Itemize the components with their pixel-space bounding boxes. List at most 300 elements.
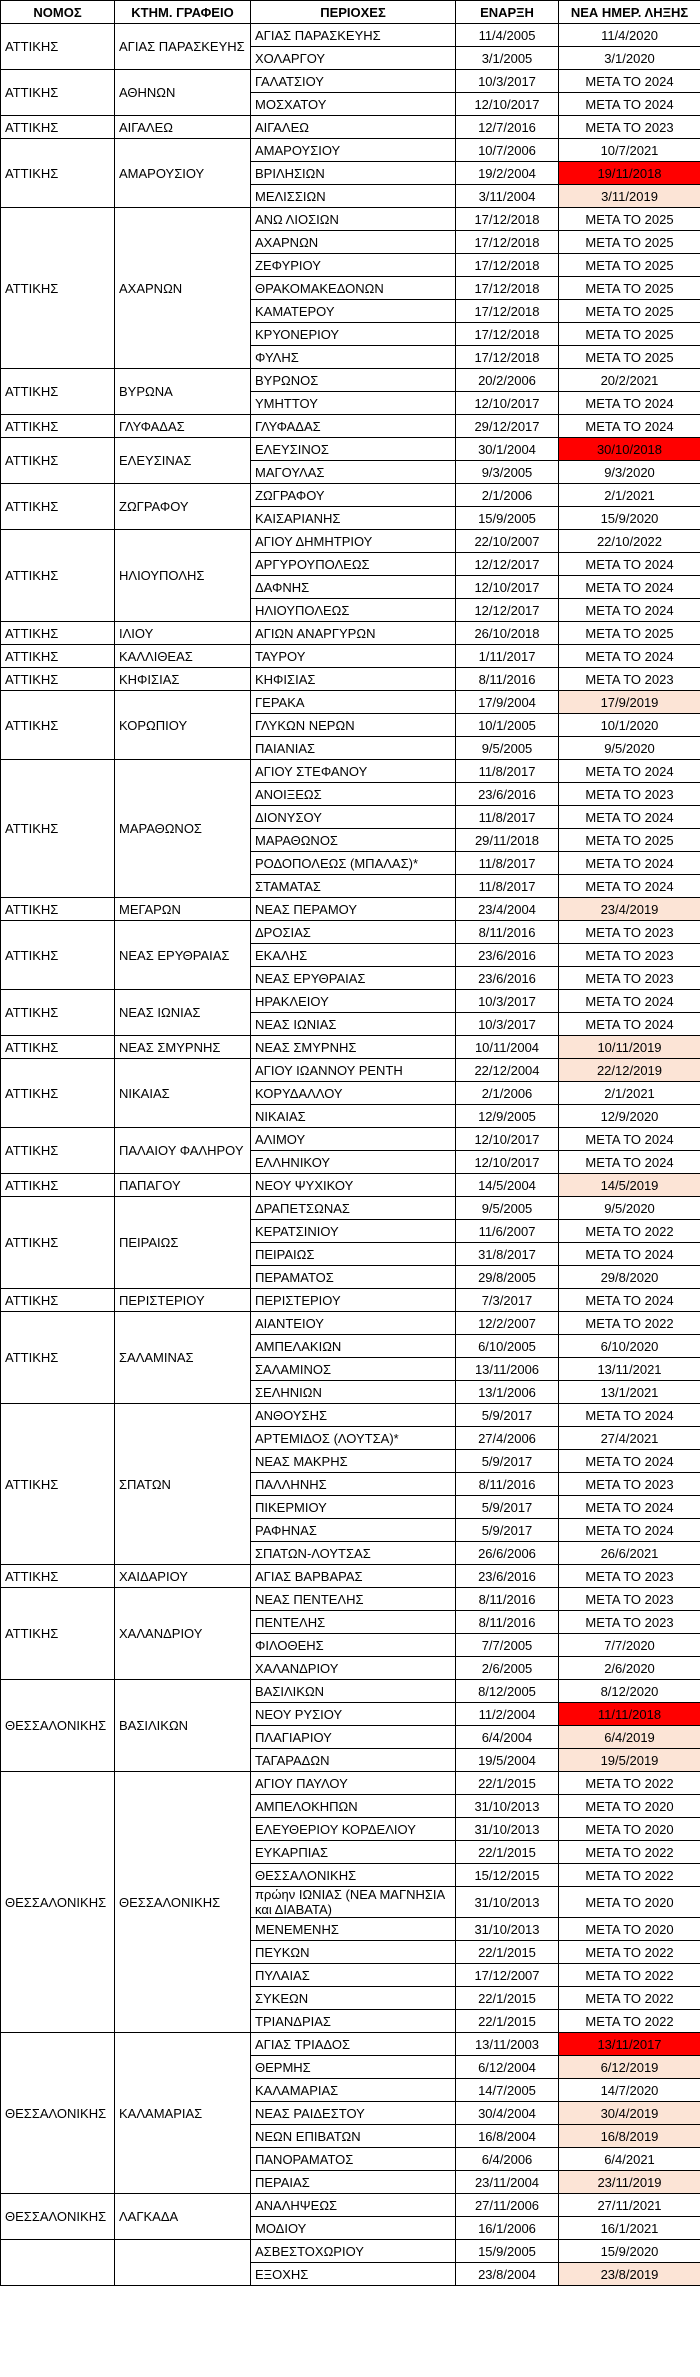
- area-cell: ΠΑΛΛΗΝΗΣ: [251, 1473, 456, 1496]
- header-start: ΕΝΑΡΞΗ: [456, 1, 559, 24]
- start-date-cell: 8/12/2005: [456, 1680, 559, 1703]
- office-cell: ΜΑΡΑΘΩΝΟΣ: [115, 760, 251, 898]
- area-cell: ΣΠΑΤΩΝ-ΛΟΥΤΣΑΣ: [251, 1542, 456, 1565]
- expiry-date-cell: 3/1/2020: [559, 47, 700, 70]
- area-cell: ΑΙΑΝΤΕΙΟΥ: [251, 1312, 456, 1335]
- table-row: [1, 438, 700, 461]
- start-date-cell: 22/1/2015: [456, 1772, 559, 1795]
- expiry-date-cell: ΜΕΤΑ ΤΟ 2023: [559, 967, 700, 990]
- area-cell: ΝΕΑΣ ΜΑΚΡΗΣ: [251, 1450, 456, 1473]
- table-row: [1, 1036, 700, 1059]
- office-cell: [115, 2240, 251, 2286]
- start-date-cell: 6/4/2004: [456, 1726, 559, 1749]
- start-date-cell: 10/3/2017: [456, 1013, 559, 1036]
- nomos-cell: ΑΤΤΙΚΗΣ: [1, 70, 115, 116]
- start-date-cell: 12/10/2017: [456, 1151, 559, 1174]
- nomos-cell: ΑΤΤΙΚΗΣ: [1, 1128, 115, 1174]
- office-cell: ΣΠΑΤΩΝ: [115, 1404, 251, 1565]
- nomos-cell: ΘΕΣΣΑΛΟΝΙΚΗΣ: [1, 1680, 115, 1772]
- office-cell: ΑΜΑΡΟΥΣΙΟΥ: [115, 139, 251, 208]
- area-cell: ΠΕΝΤΕΛΗΣ: [251, 1611, 456, 1634]
- area-cell: ΔΡΑΠΕΤΣΩΝΑΣ: [251, 1197, 456, 1220]
- area-cell: ΒΡΙΛΗΣΙΩΝ: [251, 162, 456, 185]
- office-cell: ΚΗΦΙΣΙΑΣ: [115, 668, 251, 691]
- area-cell: ΝΕΑΣ ΕΡΥΘΡΑΙΑΣ: [251, 967, 456, 990]
- area-cell: ΤΑΓΑΡΑΔΩΝ: [251, 1749, 456, 1772]
- table-row: [1, 1404, 700, 1427]
- start-date-cell: 12/12/2017: [456, 599, 559, 622]
- expiry-date-cell: ΜΕΤΑ ΤΟ 2024: [559, 1519, 700, 1542]
- nomos-cell: ΑΤΤΙΚΗΣ: [1, 645, 115, 668]
- table-row: [1, 530, 700, 553]
- start-date-cell: 5/9/2017: [456, 1519, 559, 1542]
- start-date-cell: 3/1/2005: [456, 47, 559, 70]
- expiry-date-cell: ΜΕΤΑ ΤΟ 2020: [559, 1918, 700, 1941]
- expiry-date-cell: ΜΕΤΑ ΤΟ 2025: [559, 277, 700, 300]
- start-date-cell: 15/12/2015: [456, 1864, 559, 1887]
- start-date-cell: 17/12/2018: [456, 277, 559, 300]
- start-date-cell: 14/5/2004: [456, 1174, 559, 1197]
- area-cell: ΕΞΟΧΗΣ: [251, 2263, 456, 2286]
- area-cell: ΖΕΦΥΡΙΟΥ: [251, 254, 456, 277]
- nomos-cell: ΑΤΤΙΚΗΣ: [1, 921, 115, 990]
- expiry-date-cell: ΜΕΤΑ ΤΟ 2023: [559, 783, 700, 806]
- area-cell: ΑΓΙΟΥ ΙΩΑΝΝΟΥ ΡΕΝΤΗ: [251, 1059, 456, 1082]
- expiry-date-cell: ΜΕΤΑ ΤΟ 2024: [559, 1404, 700, 1427]
- area-cell: ΘΕΣΣΑΛΟΝΙΚΗΣ: [251, 1864, 456, 1887]
- nomos-cell: ΑΤΤΙΚΗΣ: [1, 530, 115, 622]
- area-cell: ΜΑΡΑΘΩΝΟΣ: [251, 829, 456, 852]
- table-row: [1, 760, 700, 783]
- area-cell: ΗΡΑΚΛΕΙΟΥ: [251, 990, 456, 1013]
- office-cell: ΠΑΛΑΙΟΥ ΦΑΛΗΡΟΥ: [115, 1128, 251, 1174]
- expiry-date-cell: 8/12/2020: [559, 1680, 700, 1703]
- start-date-cell: 16/1/2006: [456, 2217, 559, 2240]
- start-date-cell: 11/8/2017: [456, 852, 559, 875]
- expiry-date-cell: 19/11/2018: [559, 162, 700, 185]
- start-date-cell: 12/10/2017: [456, 93, 559, 116]
- expiry-date-cell: ΜΕΤΑ ΤΟ 2025: [559, 829, 700, 852]
- office-cell: ΝΕΑΣ ΙΩΝΙΑΣ: [115, 990, 251, 1036]
- start-date-cell: 6/10/2005: [456, 1335, 559, 1358]
- header-office: ΚΤΗΜ. ΓΡΑΦΕΙΟ: [115, 1, 251, 24]
- expiry-date-cell: ΜΕΤΑ ΤΟ 2025: [559, 254, 700, 277]
- area-cell: ΝΕΑΣ ΠΕΝΤΕΛΗΣ: [251, 1588, 456, 1611]
- area-cell: ΔΡΟΣΙΑΣ: [251, 921, 456, 944]
- start-date-cell: 11/6/2007: [456, 1220, 559, 1243]
- nomos-cell: ΑΤΤΙΚΗΣ: [1, 898, 115, 921]
- nomos-cell: ΘΕΣΣΑΛΟΝΙΚΗΣ: [1, 2194, 115, 2240]
- area-cell: ΓΛΥΦΑΔΑΣ: [251, 415, 456, 438]
- office-cell: ΚΑΛΑΜΑΡΙΑΣ: [115, 2033, 251, 2194]
- start-date-cell: 12/10/2017: [456, 392, 559, 415]
- expiry-date-cell: ΜΕΤΑ ΤΟ 2022: [559, 1312, 700, 1335]
- expiry-date-cell: 16/1/2021: [559, 2217, 700, 2240]
- start-date-cell: 16/8/2004: [456, 2125, 559, 2148]
- expiry-date-cell: 29/8/2020: [559, 1266, 700, 1289]
- area-cell: ΝΕΟΥ ΡΥΣΙΟΥ: [251, 1703, 456, 1726]
- nomos-cell: ΑΤΤΙΚΗΣ: [1, 208, 115, 369]
- area-cell: ΤΡΙΑΝΔΡΙΑΣ: [251, 2010, 456, 2033]
- expiry-date-cell: 9/3/2020: [559, 461, 700, 484]
- start-date-cell: 20/2/2006: [456, 369, 559, 392]
- expiry-date-cell: ΜΕΤΑ ΤΟ 2025: [559, 346, 700, 369]
- start-date-cell: 29/12/2017: [456, 415, 559, 438]
- nomos-cell: ΑΤΤΙΚΗΣ: [1, 1588, 115, 1680]
- office-cell: ΑΘΗΝΩΝ: [115, 70, 251, 116]
- expiry-date-cell: 11/11/2018: [559, 1703, 700, 1726]
- office-cell: ΝΕΑΣ ΣΜΥΡΝΗΣ: [115, 1036, 251, 1059]
- office-cell: ΚΟΡΩΠΙΟΥ: [115, 691, 251, 760]
- start-date-cell: 11/8/2017: [456, 760, 559, 783]
- start-date-cell: 11/4/2005: [456, 24, 559, 47]
- area-cell: ΑΓΙΟΥ ΣΤΕΦΑΝΟΥ: [251, 760, 456, 783]
- expiry-date-cell: 13/11/2021: [559, 1358, 700, 1381]
- area-cell: ΣΤΑΜΑΤΑΣ: [251, 875, 456, 898]
- expiry-date-cell: ΜΕΤΑ ΤΟ 2022: [559, 1220, 700, 1243]
- start-date-cell: 7/3/2017: [456, 1289, 559, 1312]
- start-date-cell: 30/1/2004: [456, 438, 559, 461]
- start-date-cell: 10/3/2017: [456, 990, 559, 1013]
- expiry-date-cell: ΜΕΤΑ ΤΟ 2020: [559, 1818, 700, 1841]
- nomos-cell: ΑΤΤΙΚΗΣ: [1, 139, 115, 208]
- start-date-cell: 12/2/2007: [456, 1312, 559, 1335]
- start-date-cell: 8/11/2016: [456, 1588, 559, 1611]
- expiry-date-cell: ΜΕΤΑ ΤΟ 2024: [559, 553, 700, 576]
- expiry-date-cell: 23/11/2019: [559, 2171, 700, 2194]
- start-date-cell: 23/4/2004: [456, 898, 559, 921]
- expiry-date-cell: 10/11/2019: [559, 1036, 700, 1059]
- nomos-cell: ΑΤΤΙΚΗΣ: [1, 1312, 115, 1404]
- nomos-cell: ΑΤΤΙΚΗΣ: [1, 760, 115, 898]
- table-row: [1, 2240, 700, 2263]
- area-cell: ΚΕΡΑΤΣΙΝΙΟΥ: [251, 1220, 456, 1243]
- start-date-cell: 22/1/2015: [456, 1941, 559, 1964]
- expiry-date-cell: 27/11/2021: [559, 2194, 700, 2217]
- area-cell: ΘΕΡΜΗΣ: [251, 2056, 456, 2079]
- area-cell: ΝΕΑΣ ΙΩΝΙΑΣ: [251, 1013, 456, 1036]
- table-row: [1, 898, 700, 921]
- start-date-cell: 17/12/2007: [456, 1964, 559, 1987]
- expiry-date-cell: 3/11/2019: [559, 185, 700, 208]
- expiry-date-cell: ΜΕΤΑ ΤΟ 2022: [559, 1941, 700, 1964]
- office-cell: ΜΕΓΑΡΩΝ: [115, 898, 251, 921]
- expiry-date-cell: ΜΕΤΑ ΤΟ 2025: [559, 323, 700, 346]
- expiry-date-cell: ΜΕΤΑ ΤΟ 2023: [559, 1588, 700, 1611]
- area-cell: ΜΕΝΕΜΕΝΗΣ: [251, 1918, 456, 1941]
- area-cell: ΕΛΕΥΣΙΝΟΣ: [251, 438, 456, 461]
- area-cell: ΣΑΛΑΜΙΝΟΣ: [251, 1358, 456, 1381]
- expiry-date-cell: ΜΕΤΑ ΤΟ 2020: [559, 1795, 700, 1818]
- area-cell: ΝΕΟΥ ΨΥΧΙΚΟΥ: [251, 1174, 456, 1197]
- office-cell: ΧΑΛΑΝΔΡΙΟΥ: [115, 1588, 251, 1680]
- area-cell: ΝΕΑΣ ΠΕΡΑΜΟΥ: [251, 898, 456, 921]
- area-cell: ΕΛΛΗΝΙΚΟΥ: [251, 1151, 456, 1174]
- area-cell: ΒΑΣΙΛΙΚΩΝ: [251, 1680, 456, 1703]
- expiry-date-cell: 16/8/2019: [559, 2125, 700, 2148]
- start-date-cell: 5/9/2017: [456, 1496, 559, 1519]
- expiry-date-cell: 2/1/2021: [559, 484, 700, 507]
- table-row: [1, 1197, 700, 1220]
- expiry-date-cell: ΜΕΤΑ ΤΟ 2024: [559, 392, 700, 415]
- table-row: [1, 369, 700, 392]
- expiry-date-cell: ΜΕΤΑ ΤΟ 2025: [559, 300, 700, 323]
- expiry-date-cell: 6/12/2019: [559, 2056, 700, 2079]
- expiry-date-cell: ΜΕΤΑ ΤΟ 2024: [559, 1496, 700, 1519]
- area-cell: ΝΙΚΑΙΑΣ: [251, 1105, 456, 1128]
- area-cell: ΑΣΒΕΣΤΟΧΩΡΙΟΥ: [251, 2240, 456, 2263]
- start-date-cell: 23/6/2016: [456, 967, 559, 990]
- start-date-cell: 23/6/2016: [456, 783, 559, 806]
- start-date-cell: 15/9/2005: [456, 2240, 559, 2263]
- start-date-cell: 17/12/2018: [456, 346, 559, 369]
- office-cell: ΚΑΛΛΙΘΕΑΣ: [115, 645, 251, 668]
- area-cell: ΚΑΛΑΜΑΡΙΑΣ: [251, 2079, 456, 2102]
- start-date-cell: 12/7/2016: [456, 116, 559, 139]
- start-date-cell: 29/8/2005: [456, 1266, 559, 1289]
- area-cell: ΚΡΥΟΝΕΡΙΟΥ: [251, 323, 456, 346]
- start-date-cell: 17/12/2018: [456, 323, 559, 346]
- expiry-date-cell: ΜΕΤΑ ΤΟ 2024: [559, 875, 700, 898]
- table-row: [1, 921, 700, 944]
- expiry-date-cell: ΜΕΤΑ ΤΟ 2023: [559, 944, 700, 967]
- expiry-date-cell: 14/7/2020: [559, 2079, 700, 2102]
- expiry-date-cell: 2/1/2021: [559, 1082, 700, 1105]
- start-date-cell: 5/9/2017: [456, 1450, 559, 1473]
- expiry-date-cell: ΜΕΤΑ ΤΟ 2024: [559, 645, 700, 668]
- expiry-date-cell: ΜΕΤΑ ΤΟ 2022: [559, 1964, 700, 1987]
- expiry-date-cell: ΜΕΤΑ ΤΟ 2023: [559, 1565, 700, 1588]
- start-date-cell: 22/1/2015: [456, 1841, 559, 1864]
- area-cell: ΑΜΑΡΟΥΣΙΟΥ: [251, 139, 456, 162]
- nomos-cell: ΑΤΤΙΚΗΣ: [1, 369, 115, 415]
- start-date-cell: 11/2/2004: [456, 1703, 559, 1726]
- nomos-cell: ΑΤΤΙΚΗΣ: [1, 415, 115, 438]
- start-date-cell: 27/11/2006: [456, 2194, 559, 2217]
- area-cell: ΜΟΣΧΑΤΟΥ: [251, 93, 456, 116]
- area-cell: ΓΕΡΑΚΑ: [251, 691, 456, 714]
- table-row: [1, 1128, 700, 1151]
- start-date-cell: 30/4/2004: [456, 2102, 559, 2125]
- start-date-cell: 27/4/2006: [456, 1427, 559, 1450]
- start-date-cell: 26/6/2006: [456, 1542, 559, 1565]
- office-cell: ΠΕΡΙΣΤΕΡΙΟΥ: [115, 1289, 251, 1312]
- expiry-date-cell: ΜΕΤΑ ΤΟ 2025: [559, 208, 700, 231]
- expiry-date-cell: ΜΕΤΑ ΤΟ 2025: [559, 231, 700, 254]
- expiry-date-cell: ΜΕΤΑ ΤΟ 2024: [559, 1289, 700, 1312]
- area-cell: ΠΛΑΓΙΑΡΙΟΥ: [251, 1726, 456, 1749]
- table-row: [1, 668, 700, 691]
- area-cell: ΕΛΕΥΘΕΡΙΟΥ ΚΟΡΔΕΛΙΟΥ: [251, 1818, 456, 1841]
- start-date-cell: 23/6/2016: [456, 944, 559, 967]
- expiry-date-cell: ΜΕΤΑ ΤΟ 2023: [559, 668, 700, 691]
- expiry-date-cell: 9/5/2020: [559, 1197, 700, 1220]
- start-date-cell: 10/3/2017: [456, 70, 559, 93]
- table-row: [1, 70, 700, 93]
- expiry-date-cell: 13/1/2021: [559, 1381, 700, 1404]
- expiry-date-cell: ΜΕΤΑ ΤΟ 2023: [559, 1473, 700, 1496]
- expiry-date-cell: 19/5/2019: [559, 1749, 700, 1772]
- nomos-cell: [1, 2240, 115, 2286]
- start-date-cell: 2/6/2005: [456, 1657, 559, 1680]
- start-date-cell: 2/1/2006: [456, 484, 559, 507]
- area-cell: ΣΥΚΕΩΝ: [251, 1987, 456, 2010]
- expiry-date-cell: ΜΕΤΑ ΤΟ 2022: [559, 1864, 700, 1887]
- table-row: [1, 1312, 700, 1335]
- area-cell: ΠΑΝΟΡΑΜΑΤΟΣ: [251, 2148, 456, 2171]
- table-row: [1, 208, 700, 231]
- area-cell: ΑΡΓΥΡΟΥΠΟΛΕΩΣ: [251, 553, 456, 576]
- header-areas: ΠΕΡΙΟΧΕΣ: [251, 1, 456, 24]
- nomos-cell: ΑΤΤΙΚΗΣ: [1, 622, 115, 645]
- expiry-date-cell: ΜΕΤΑ ΤΟ 2024: [559, 1151, 700, 1174]
- area-cell: ΧΟΛΑΡΓΟΥ: [251, 47, 456, 70]
- nomos-cell: ΑΤΤΙΚΗΣ: [1, 1036, 115, 1059]
- table-row: [1, 1772, 700, 1795]
- expiry-date-cell: ΜΕΤΑ ΤΟ 2024: [559, 760, 700, 783]
- expiry-date-cell: 9/5/2020: [559, 737, 700, 760]
- start-date-cell: 13/1/2006: [456, 1381, 559, 1404]
- area-cell: ΓΛΥΚΩΝ ΝΕΡΩΝ: [251, 714, 456, 737]
- table-row: [1, 990, 700, 1013]
- office-cell: ΛΑΓΚΑΔΑ: [115, 2194, 251, 2240]
- nomos-cell: ΑΤΤΙΚΗΣ: [1, 1059, 115, 1128]
- start-date-cell: 31/10/2013: [456, 1795, 559, 1818]
- office-cell: ΑΓΙΑΣ ΠΑΡΑΣΚΕΥΗΣ: [115, 24, 251, 70]
- start-date-cell: 31/10/2013: [456, 1818, 559, 1841]
- expiry-date-cell: ΜΕΤΑ ΤΟ 2024: [559, 1243, 700, 1266]
- area-cell: ΧΑΛΑΝΔΡΙΟΥ: [251, 1657, 456, 1680]
- start-date-cell: 10/11/2004: [456, 1036, 559, 1059]
- nomos-cell: ΑΤΤΙΚΗΣ: [1, 484, 115, 530]
- table-row: [1, 1565, 700, 1588]
- header-row: [1, 1, 700, 24]
- area-cell: ΣΕΛΗΝΙΩΝ: [251, 1381, 456, 1404]
- area-cell: ΜΟΔΙΟΥ: [251, 2217, 456, 2240]
- area-cell: ΑΓΙΑΣ ΤΡΙΑΔΟΣ: [251, 2033, 456, 2056]
- start-date-cell: 3/11/2004: [456, 185, 559, 208]
- start-date-cell: 23/6/2016: [456, 1565, 559, 1588]
- expiry-date-cell: 30/10/2018: [559, 438, 700, 461]
- expiry-date-cell: ΜΕΤΑ ΤΟ 2024: [559, 70, 700, 93]
- start-date-cell: 17/12/2018: [456, 254, 559, 277]
- expiry-date-cell: ΜΕΤΑ ΤΟ 2023: [559, 116, 700, 139]
- start-date-cell: 12/10/2017: [456, 576, 559, 599]
- expiry-date-cell: 6/10/2020: [559, 1335, 700, 1358]
- nomos-cell: ΑΤΤΙΚΗΣ: [1, 24, 115, 70]
- expiry-date-cell: 17/9/2019: [559, 691, 700, 714]
- table-row: [1, 116, 700, 139]
- area-cell: ΑΓΙΑΣ ΠΑΡΑΣΚΕΥΗΣ: [251, 24, 456, 47]
- expiry-date-cell: 6/4/2021: [559, 2148, 700, 2171]
- start-date-cell: 2/1/2006: [456, 1082, 559, 1105]
- area-cell: ΚΟΡΥΔΑΛΛΟΥ: [251, 1082, 456, 1105]
- table-row: [1, 2033, 700, 2056]
- area-cell: ΑΜΠΕΛΟΚΗΠΩΝ: [251, 1795, 456, 1818]
- area-cell: ΚΑΜΑΤΕΡΟΥ: [251, 300, 456, 323]
- start-date-cell: 19/2/2004: [456, 162, 559, 185]
- expiry-date-cell: ΜΕΤΑ ΤΟ 2023: [559, 1611, 700, 1634]
- start-date-cell: 13/11/2003: [456, 2033, 559, 2056]
- area-cell: ΑΝΩ ΛΙΟΣΙΩΝ: [251, 208, 456, 231]
- area-cell: ΠΕΙΡΑΙΩΣ: [251, 1243, 456, 1266]
- expiry-date-cell: 26/6/2021: [559, 1542, 700, 1565]
- expiry-date-cell: 22/12/2019: [559, 1059, 700, 1082]
- expiry-date-cell: ΜΕΤΑ ΤΟ 2024: [559, 1128, 700, 1151]
- table-body: [1, 24, 700, 2286]
- nomos-cell: ΘΕΣΣΑΛΟΝΙΚΗΣ: [1, 2033, 115, 2194]
- start-date-cell: 13/11/2006: [456, 1358, 559, 1381]
- area-cell: ΑΝΟΙΞΕΩΣ: [251, 783, 456, 806]
- start-date-cell: 23/11/2004: [456, 2171, 559, 2194]
- expiry-date-cell: 15/9/2020: [559, 507, 700, 530]
- table-row: [1, 1059, 700, 1082]
- area-cell: ΡΟΔΟΠΟΛΕΩΣ (ΜΠΑΛΑΣ)*: [251, 852, 456, 875]
- area-cell: ΜΑΓΟΥΛΑΣ: [251, 461, 456, 484]
- area-cell: ΝΕΩΝ ΕΠΙΒΑΤΩΝ: [251, 2125, 456, 2148]
- nomos-cell: ΑΤΤΙΚΗΣ: [1, 1197, 115, 1289]
- nomos-cell: ΘΕΣΣΑΛΟΝΙΚΗΣ: [1, 1772, 115, 2033]
- header-nomos: ΝΟΜΟΣ: [1, 1, 115, 24]
- expiry-date-cell: 2/6/2020: [559, 1657, 700, 1680]
- office-cell: ΝΕΑΣ ΕΡΥΘΡΑΙΑΣ: [115, 921, 251, 990]
- start-date-cell: 22/12/2004: [456, 1059, 559, 1082]
- expiry-date-cell: 23/4/2019: [559, 898, 700, 921]
- area-cell: ΑΙΓΑΛΕΩ: [251, 116, 456, 139]
- area-cell: ΘΡΑΚΟΜΑΚΕΔΟΝΩΝ: [251, 277, 456, 300]
- start-date-cell: 22/1/2015: [456, 1987, 559, 2010]
- area-cell: ΠΕΡΑΜΑΤΟΣ: [251, 1266, 456, 1289]
- area-cell: ΠΥΛΑΙΑΣ: [251, 1964, 456, 1987]
- nomos-cell: ΑΤΤΙΚΗΣ: [1, 1174, 115, 1197]
- area-cell: ΠΑΙΑΝΙΑΣ: [251, 737, 456, 760]
- expiry-date-cell: ΜΕΤΑ ΤΟ 2024: [559, 806, 700, 829]
- expiry-date-cell: 10/7/2021: [559, 139, 700, 162]
- start-date-cell: 17/12/2018: [456, 300, 559, 323]
- expiry-date-cell: ΜΕΤΑ ΤΟ 2024: [559, 93, 700, 116]
- office-cell: ΑΧΑΡΝΩΝ: [115, 208, 251, 369]
- start-date-cell: 31/8/2017: [456, 1243, 559, 1266]
- area-cell: πρώην ΙΩΝΙΑΣ (ΝΕΑ ΜΑΓΝΗΣΙΑ και ΔΙΑΒΑΤΑ): [251, 1887, 456, 1918]
- start-date-cell: 11/8/2017: [456, 806, 559, 829]
- expiry-date-cell: ΜΕΤΑ ΤΟ 2024: [559, 415, 700, 438]
- expiry-date-cell: ΜΕΤΑ ΤΟ 2024: [559, 852, 700, 875]
- area-cell: ΑΓΙΟΥ ΠΑΥΛΟΥ: [251, 1772, 456, 1795]
- office-cell: ΕΛΕΥΣΙΝΑΣ: [115, 438, 251, 484]
- expiry-date-cell: 6/4/2019: [559, 1726, 700, 1749]
- start-date-cell: 8/11/2016: [456, 668, 559, 691]
- table-row: [1, 415, 700, 438]
- area-cell: ΑΝΑΛΗΨΕΩΣ: [251, 2194, 456, 2217]
- expiry-date-cell: 23/8/2019: [559, 2263, 700, 2286]
- nomos-cell: ΑΤΤΙΚΗΣ: [1, 438, 115, 484]
- nomos-cell: ΑΤΤΙΚΗΣ: [1, 668, 115, 691]
- office-cell: ΠΑΠΑΓΟΥ: [115, 1174, 251, 1197]
- area-cell: ΑΓΙΑΣ ΒΑΡΒΑΡΑΣ: [251, 1565, 456, 1588]
- area-cell: ΝΕΑΣ ΣΜΥΡΝΗΣ: [251, 1036, 456, 1059]
- area-cell: ΑΓΙΟΥ ΔΗΜΗΤΡΙΟΥ: [251, 530, 456, 553]
- expiry-date-cell: 12/9/2020: [559, 1105, 700, 1128]
- area-cell: ΓΑΛΑΤΣΙΟΥ: [251, 70, 456, 93]
- expiry-date-cell: 15/9/2020: [559, 2240, 700, 2263]
- office-cell: ΝΙΚΑΙΑΣ: [115, 1059, 251, 1128]
- area-cell: ΕΥΚΑΡΠΙΑΣ: [251, 1841, 456, 1864]
- area-cell: ΑΜΠΕΛΑΚΙΩΝ: [251, 1335, 456, 1358]
- start-date-cell: 14/7/2005: [456, 2079, 559, 2102]
- office-cell: ΑΙΓΑΛΕΩ: [115, 116, 251, 139]
- expiry-date-cell: ΜΕΤΑ ΤΟ 2022: [559, 1772, 700, 1795]
- area-cell: ΔΙΟΝΥΣΟΥ: [251, 806, 456, 829]
